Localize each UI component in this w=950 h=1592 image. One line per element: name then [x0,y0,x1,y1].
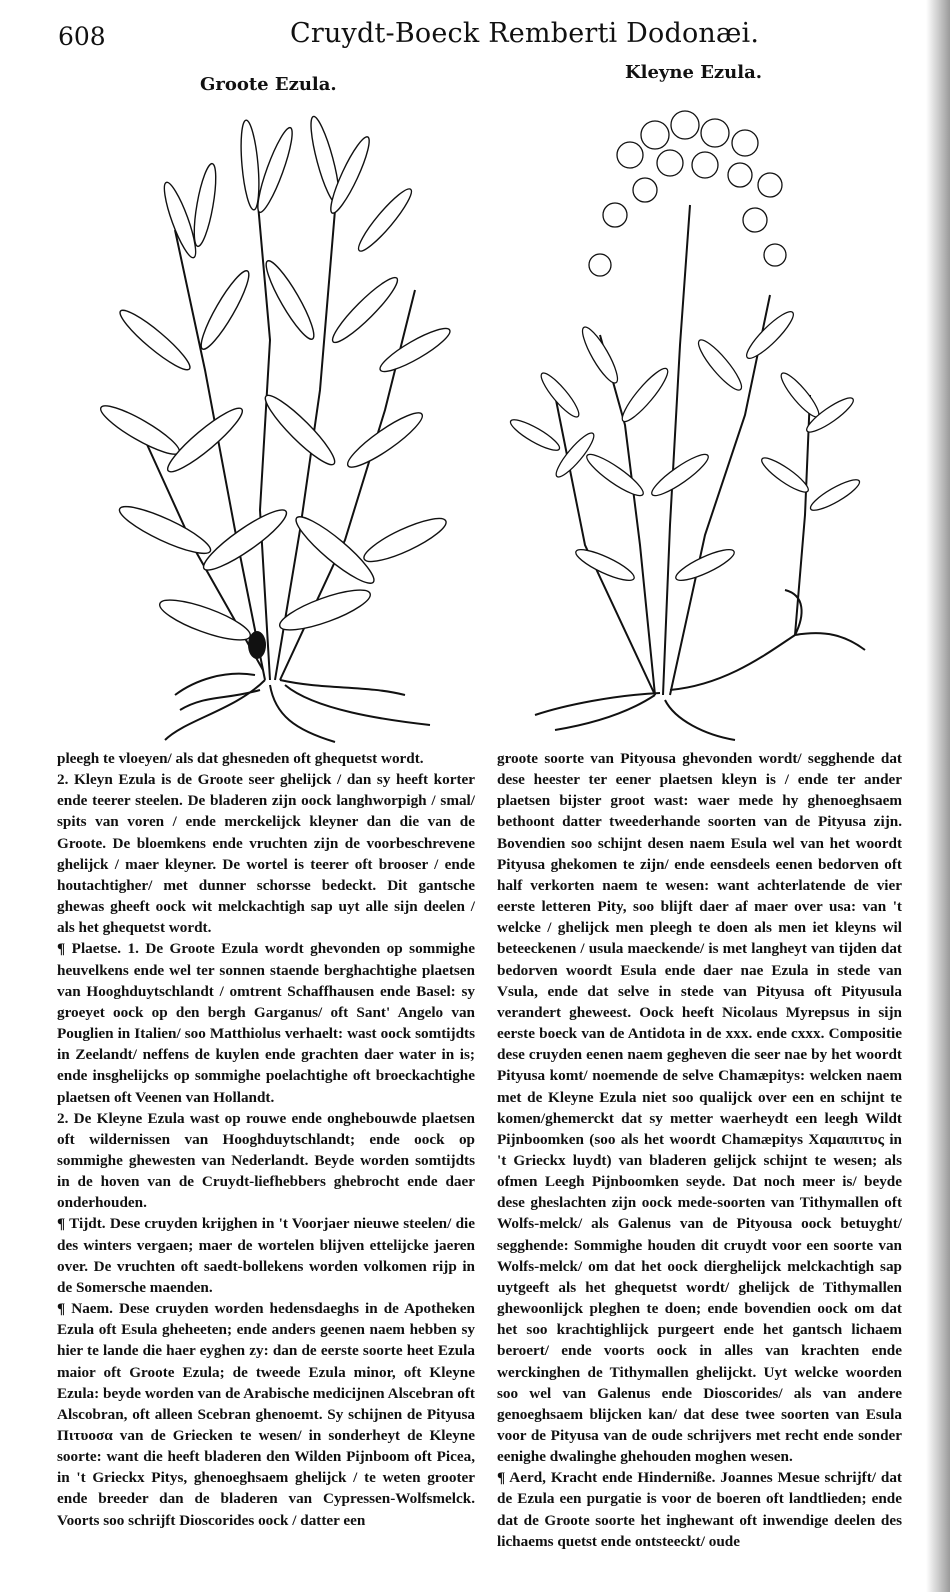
running-title: Cruydt-Boeck Remberti Dodonæi. [290,18,760,49]
woodcut-kleyne-ezula [505,95,900,745]
paragraph: pleegh te vloeyen/ als dat ghesneden oft ghequetst wordt. [57,750,424,767]
paragraph: ¶ Plaetse. 1. De Groote Ezula wordt ghevonden op sommighe heuvelkens ende wel ter sonnen staende berghachtighe plaetsen van Hooghduytschlandt / omtrent Schaffhausen ende Basel: sy groeyet oock op den bergh Garganus/ oft Sant' Angelo van Pouglien in Italien/ soo Matthiolus verhaelt: wast oock somtijdts in Zeelandt/ neffens de kuylen ende grachten daer water in is; ende insghelijcks op sommighe poelachtighe oft broeckachtighe plaetsen oft Veenen van Hollandt. [57,940,475,1106]
paragraph: groote soorte van Pityousa ghevonden wordt/ segghende dat dese heester ter eener plaetsen kleyn is / ende ter ander plaetsen bijster groot wast: waer mede hy ghenoeghsaem bethoont datter tweederhande soorten van de Pityusa zijn. Bovendien soo schijnt desen naem Esula wel van het woordt Pityusa ghekomen te zijn/ ende eensdeels eenen bedorven oft half verkorten naem te wesen: want achterlatende de vier eerste letteren Pity, soo blijft daer af maer over usa: van 't welcke / ghelijck men pleegh te doen als men iet kleyns wil beteeckenen / usula maeckende/ is met langheyt van tijden dat bedorven woordt Esula ende daer nae Ezula in stede van Vsula, ende dat selve in stede van Pityusa oft Pityusula verandert gheweest. Oock heeft Nicolaus Myrepsus in sijn eerste boeck van de Antidota in de xxx. ende cxxx. Compositie dese cruyden eenen naem gegheven die seer nae by het woordt Pityusa komt/ noemende de selve Chamæpitys: welcken naem met de Kleyne Ezula niet soo qualijck over een en schijnt te komen/ghemerckt dat sy metter waerheydt een leegh Wildt Pijnboomken (soo als het woordt Chamæpitys Χαμαιπιτυς in 't Grieckx luydt) van bladeren gelijck schijnt te wesen; als ofmen Leegh Pijnboomken seyde. Dat noch meer is/ beyde dese gheslachten zijn oock mede-soorten van Tithymallen oft Wolfs-melck/ als Galenus van de Pityousa oock betuyght/ segghende: Sommighe houden dit cruydt voor een soorte van Wolfs-melck/ om dat het oock dierghelijck melckachtigh sap uytgeeft als het ghequetst wordt/ ghelijck de Tithymallen ghewoonlijck pleghen te doen; ende bovendien oock om dat het soo krachtighlijck purgeert ende het gantsch lichaem beroert/ ende voorts oock in alles van krachten ende werckinghen de Tithymallen ghelijckt. Uyt welcke woorden soo wel van Galenus ende Dioscorides/ als van andere genoeghsaem blijcken kan/ dat dese twee soorten van Esula voor de Pityusa van de oude schrijvers met recht ende sonder eenighe dwalinghe ghehouden moghen wesen. [497,750,902,1466]
paragraph: 2. De Kleyne Ezula wast op rouwe ende onghebouwde plaetsen oft wildernissen van Hooghduytschlandt; ende oock op sommighe ghewesten van Nederlandt. Beyde worden somtijdts in de hoven van de Cruydt-liefhebbers ghebrocht ende daer onderhouden. [57,1109,475,1212]
woodcut-groote-ezula [85,110,455,750]
paragraph: ¶ Naem. Dese cruyden worden hedensdaeghs in de Apotheken Ezula oft Esula gheheeten; ende anders geenen naem hebben sy hier te lande die haer eyghen zy: dan de eerste soorte heet Ezula maior oft Groote Ezula; de tweede Ezula minor, oft Kleyne Ezula: beyde worden van de Arabische medicijnen Alscebran oft Alscobran, oft alleen Scebran ghenoemt. Sy schijnen de Pityusa Πιτυοσα van de Griecken te wesen/ in sonderheyt de Kleyne soorte: want die heeft bladeren den Wilden Pijnboom oft Picea, in 't Grieckx Pitys, ghenoeghsaem ghelijck / te weten grooter ende breeder dan de bladeren van Cypressen-Wolfsmelck. Voorts soo schrijft Dioscorides oock / datter een [57,1300,475,1529]
text-column-left [57,748,475,1531]
paragraph: ¶ Tijdt. Dese cruyden krijghen in 't Voorjaer nieuwe steelen/ die des winters vergaen; maer de wortelen blijven ettelijcke jaeren over. De vruchten oft saedt-bollekens worden volkomen rijp in de Somersche maenden. [57,1215,475,1296]
paragraph: 2. Kleyn Ezula is de Groote seer ghelijck / dan sy heeft korter ende teerer steelen. De bladeren zijn oock langhworpigh / smal/ spits van voren / ende merckelijck kleyner dan die van de Groote. De bloemkens ende vruchten zijn de voorbeschrevene ghelijck / maer kleyner. De wortel is teerer oft brooser / ende houtachtigher/ met dunner schorsse bedeckt. Dit gantsche ghewas gheeft oock wit melckachtigh sap uyt alle sijn deelen / als het ghequetst wordt. [57,771,475,937]
page-number: 608 [58,22,106,51]
caption-kleyne-ezula: Kleyne Ezula. [625,62,762,83]
page-edge-shadow [926,0,950,1592]
paragraph: ¶ Aerd, Kracht ende Hinderniße. Joannes Mesue schrijft/ dat de Ezula een purgatie is voor de boeren oft landtlieden; ende dat de Groote soorte het inghewant oft inwendige deelen des lichaems quetst ende ontsteeckt/ oude [497,1469,902,1550]
text-column-right [497,748,902,1552]
caption-groote-ezula: Groote Ezula. [200,74,337,95]
